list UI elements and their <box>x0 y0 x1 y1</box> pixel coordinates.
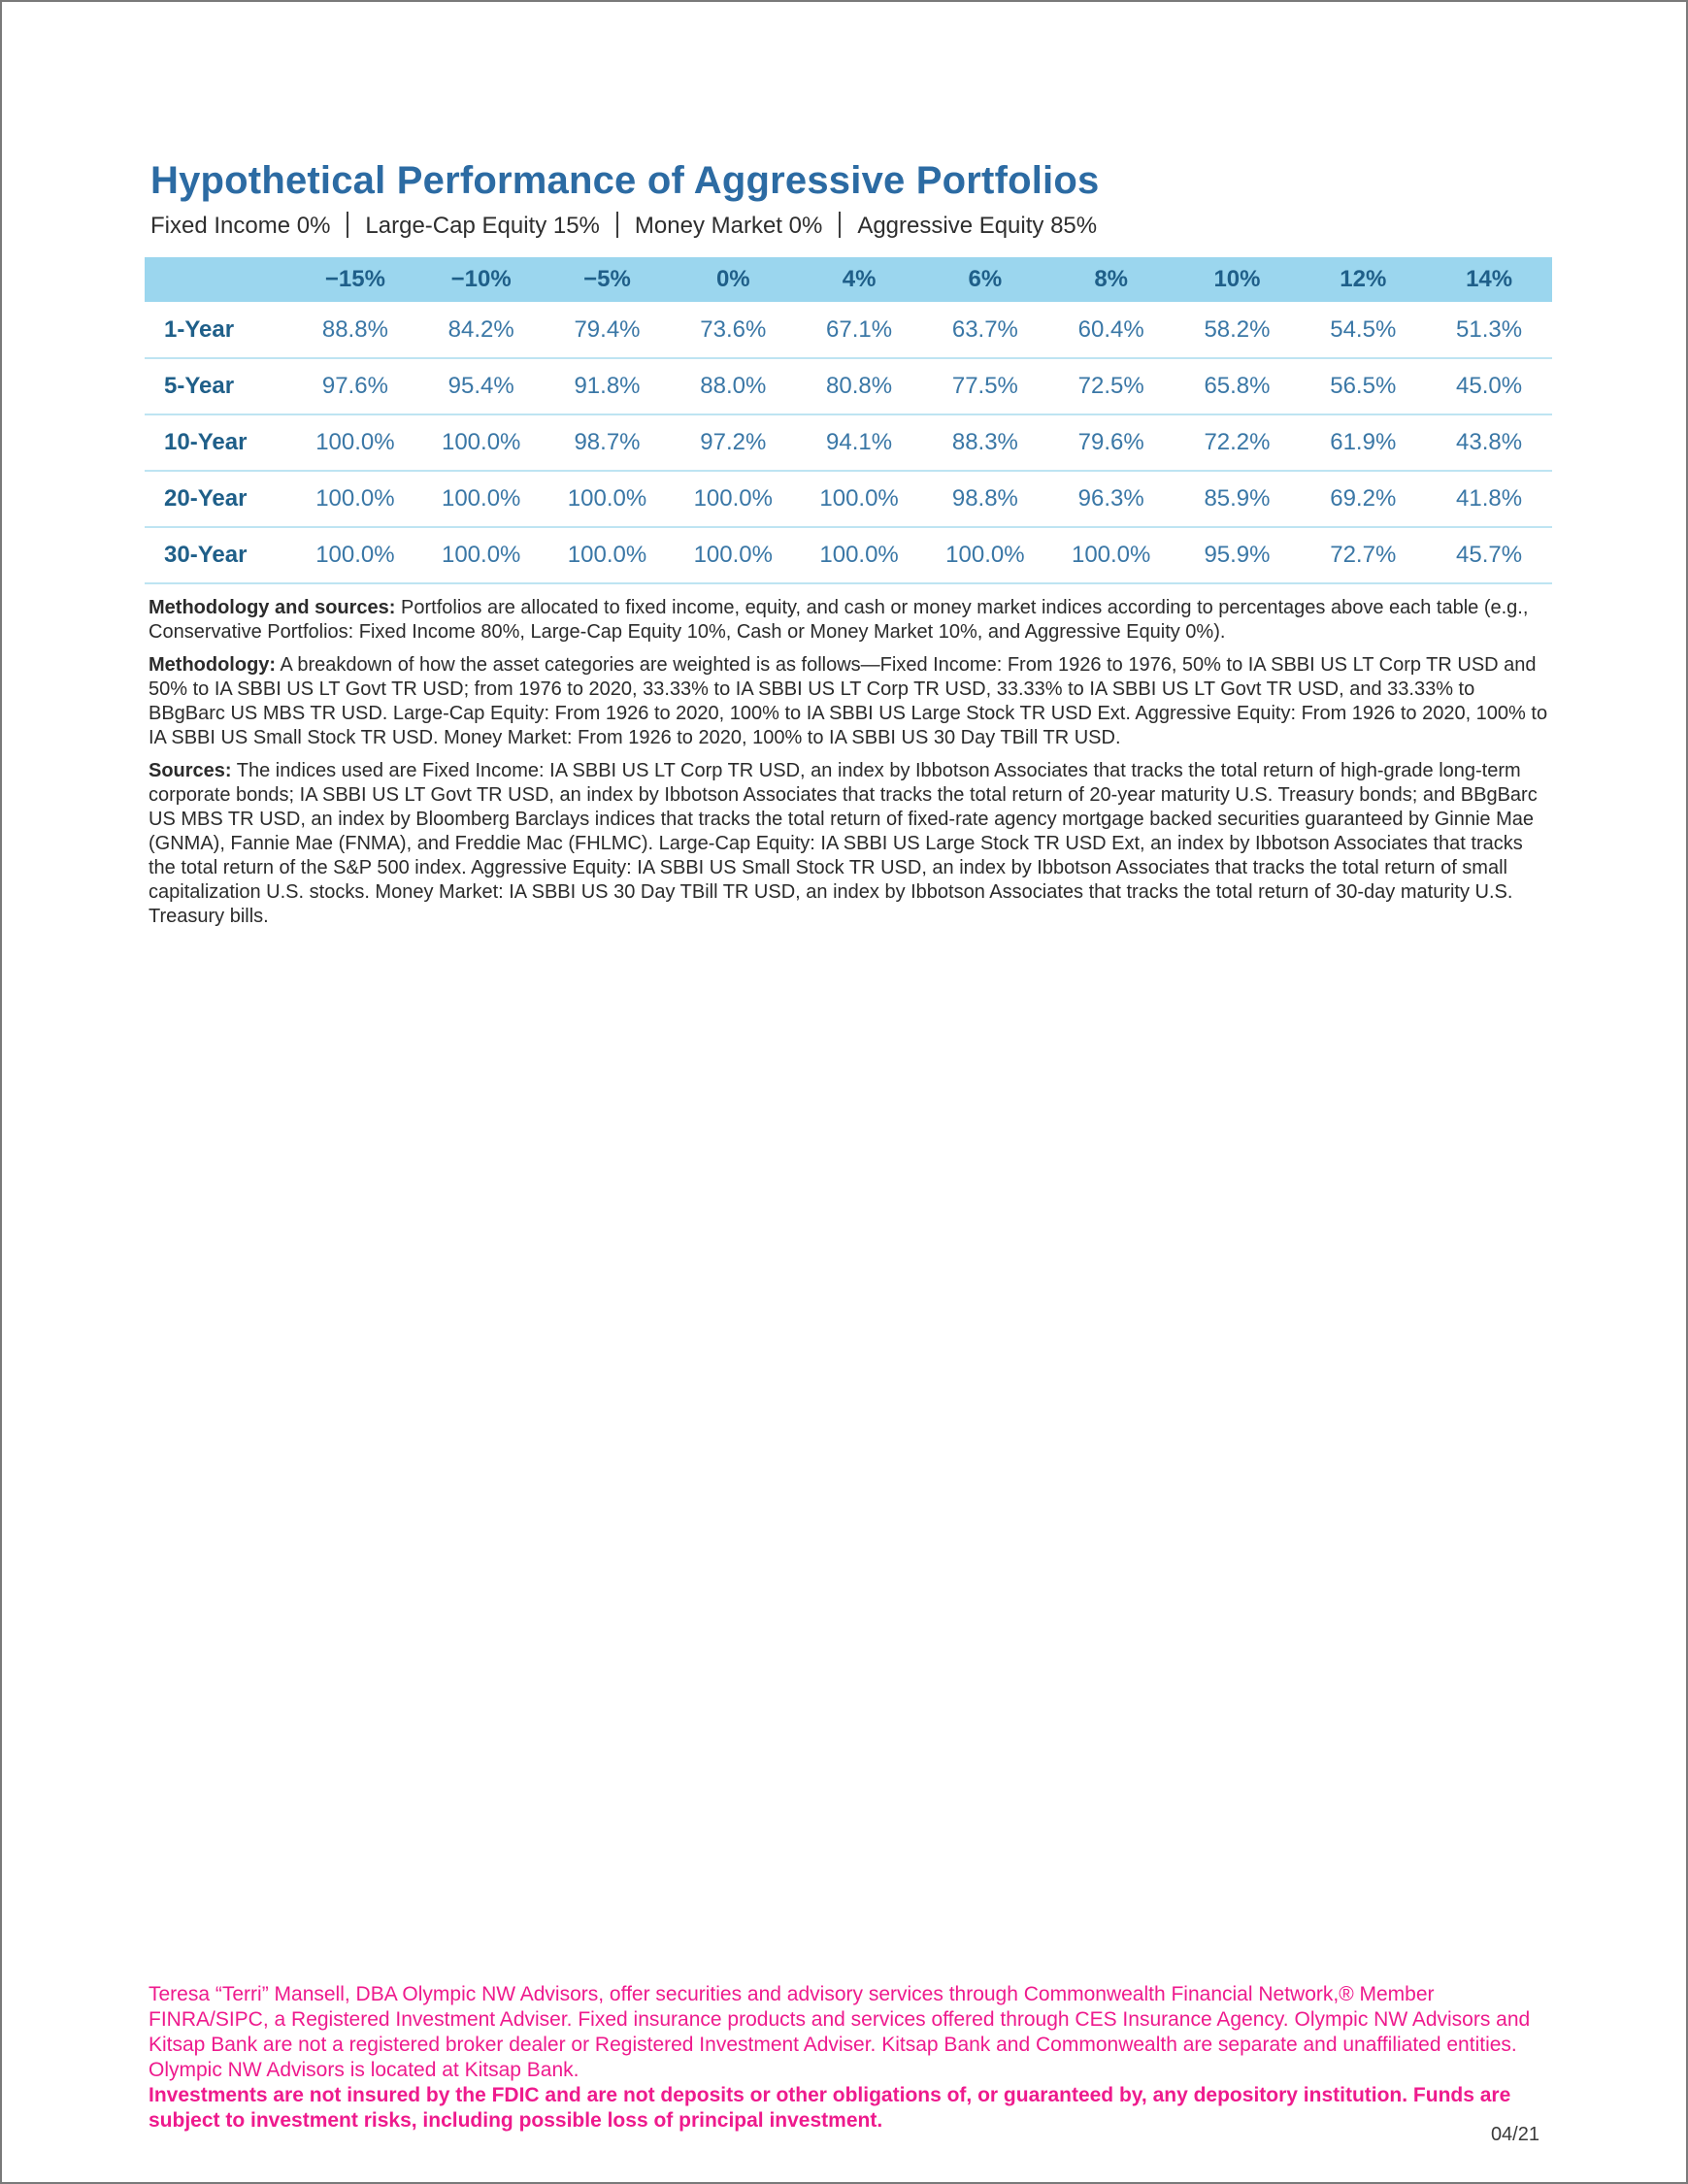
column-header: −10% <box>418 257 545 302</box>
allocation-item: Large-Cap Equity 15% <box>365 213 600 239</box>
value-cell: 100.0% <box>693 542 773 568</box>
note-label: Methodology and sources: <box>149 597 396 618</box>
column-header: −15% <box>292 257 418 302</box>
value-cell: 72.5% <box>1077 373 1144 399</box>
value-cell: 79.4% <box>574 315 641 343</box>
value-cell: 100.0% <box>1071 542 1151 568</box>
value-cell: 100.0% <box>315 429 395 455</box>
value-cell: 63.7% <box>951 315 1018 343</box>
table-body <box>145 302 1552 583</box>
value-cell: 72.2% <box>1204 429 1271 455</box>
note-text: A breakdown of how the asset categories are weighted is as follows—Fixed Income: From 1926 to 1976, 50% to IA SBBI US LT Corp TR USD and 50% to IA SBBI US LT Govt TR USD; from 1976 to 2020, 33.33% to IA SBBI US LT Corp TR USD, 33.33% to IA SBBI US LT Govt TR USD, and 33.33% to BBgBarc US MBS TR USD. Large-Cap Equity: From 1926 to 2020, 100% to IA SBBI US Large Stock TR USD Ext. Aggressive Equity: From 1926 to 2020, 100% to IA SBBI US Small Stock TR USD. Money Market: From 1926 to 2020, 100% to IA SBBI US 30 Day TBill TR USD. <box>149 654 1548 748</box>
value-cell: 60.4% <box>1077 315 1144 343</box>
value-cell: 100.0% <box>567 485 647 512</box>
value-cell: 72.7% <box>1330 542 1397 568</box>
separator-bar <box>347 212 348 238</box>
value-cell: 98.8% <box>951 485 1018 512</box>
value-cell: 100.0% <box>441 429 521 455</box>
value-cell: 45.7% <box>1456 542 1523 568</box>
allocation-item: Fixed Income 0% <box>150 213 331 239</box>
value-cell: 100.0% <box>819 542 899 568</box>
disclosure-text: Teresa “Terri” Mansell, DBA Olympic NW Advisors, offer securities and advisory services through Commonwealth Financial Network,® Member FINRA/SIPC, a Registered Investment Adviser. Fixed insurance products and services offered through CES Insurance Agency. Olympic NW Advisors and Kitsap Bank are not a registered broker dealer or Registered Investment Adviser. Kitsap Bank and Commonwealth are separate and unaffiliated entities. Olympic NW Advisors is located at Kitsap Bank. <box>149 1983 1531 2081</box>
value-cell: 67.1% <box>826 315 893 343</box>
value-cell: 100.0% <box>315 485 395 512</box>
value-cell: 100.0% <box>441 485 521 512</box>
value-cell: 61.9% <box>1330 429 1397 455</box>
value-cell: 79.6% <box>1077 429 1144 455</box>
value-cell: 96.3% <box>1077 485 1144 512</box>
row-label: 30-Year <box>164 542 248 568</box>
page-number: 04/21 <box>1490 2124 1539 2145</box>
separator-bar <box>616 212 618 238</box>
note-label: Sources: <box>149 760 232 781</box>
value-cell: 95.4% <box>447 373 514 399</box>
value-cell: 51.3% <box>1456 315 1523 343</box>
value-cell: 100.0% <box>441 542 521 568</box>
table-row <box>145 358 1552 414</box>
allocation-item: Aggressive Equity 85% <box>857 213 1098 239</box>
note-sources <box>149 759 1549 929</box>
column-header: 6% <box>922 257 1048 302</box>
value-cell: 65.8% <box>1204 373 1271 399</box>
column-header: 10% <box>1175 257 1301 302</box>
value-cell: 97.6% <box>321 373 388 399</box>
value-cell: 97.2% <box>700 429 767 455</box>
value-cell: 84.2% <box>447 315 514 343</box>
row-label: 1-Year <box>164 315 235 343</box>
row-label: 5-Year <box>164 373 235 399</box>
value-cell: 88.8% <box>321 315 388 343</box>
separator-bar <box>839 212 841 238</box>
page-title: Hypothetical Performance of Aggressive Portfolios <box>150 159 1100 202</box>
column-header: 4% <box>796 257 922 302</box>
value-cell: 100.0% <box>819 485 899 512</box>
column-header: 8% <box>1048 257 1175 302</box>
value-cell: 98.7% <box>574 429 641 455</box>
table-row <box>145 471 1552 527</box>
note-label: Methodology: <box>149 654 277 676</box>
fdic-warning-text: Investments are not insured by the FDIC and are not deposits or other obligations of, or guaranteed by, any depository institution. Funds are subject to investment risks, including possible loss of principal investment. <box>149 2084 1511 2132</box>
column-header: 12% <box>1300 257 1426 302</box>
value-cell: 100.0% <box>567 542 647 568</box>
performance-table <box>145 257 1552 584</box>
value-cell: 80.8% <box>826 373 893 399</box>
value-cell: 69.2% <box>1330 485 1397 512</box>
value-cell: 91.8% <box>574 373 641 399</box>
value-cell: 77.5% <box>951 373 1018 399</box>
value-cell: 100.0% <box>693 485 773 512</box>
corner-cell <box>145 257 292 302</box>
note-methodology-and-sources <box>149 596 1549 645</box>
value-cell: 73.6% <box>700 315 767 343</box>
value-cell: 85.9% <box>1204 485 1271 512</box>
value-cell: 100.0% <box>945 542 1025 568</box>
table-row <box>145 527 1552 583</box>
value-cell: 56.5% <box>1330 373 1397 399</box>
value-cell: 45.0% <box>1456 373 1523 399</box>
compliance-footer <box>149 1982 1549 2134</box>
row-label: 20-Year <box>164 485 248 512</box>
note-text: Portfolios are allocated to fixed income, equity, and cash or money market indices according to percentages above each table (e.g., Conservative Portfolios: Fixed Income 80%, Large-Cap Equity 10%, Cash or Money Market 10%, and Aggressive Equity 0%). <box>149 597 1529 643</box>
allocation-summary <box>150 212 1097 240</box>
allocation-item: Money Market 0% <box>634 213 823 239</box>
value-cell: 88.0% <box>700 373 767 399</box>
column-header: −5% <box>545 257 671 302</box>
column-header: 0% <box>670 257 796 302</box>
value-cell: 54.5% <box>1330 315 1397 343</box>
value-cell: 88.3% <box>951 429 1018 455</box>
note-text: The indices used are Fixed Income: IA SBBI US LT Corp TR USD, an index by Ibbotson Associates that tracks the total return of high-grade long-term corporate bonds; IA SBBI US LT Govt TR USD, an index by Ibbotson Associates that tracks the total return of 20-year maturity U.S. Treasury bonds; and BBgBarc US MBS TR USD, an index by Bloomberg Barclays indices that tracks the total return of fixed-rate agency mortgage backed securities guaranteed by Ginnie Mae (GNMA), Fannie Mae (FNMA), and Freddie Mac (FHLMC). Large-Cap Equity: IA SBBI US Large Stock TR USD Ext, an index by Ibbotson Associates that tracks the total return of the S&P 500 index. Aggressive Equity: IA SBBI US Small Stock TR USD, an index by Ibbotson Associates that tracks the total return of small capitalization U.S. stocks. Money Market: IA SBBI US 30 Day TBill TR USD, an index by Ibbotson Associates that tracks the total return of 30-day maturity U.S. Treasury bills. <box>149 760 1538 927</box>
value-cell: 94.1% <box>826 429 893 455</box>
table-header-row <box>145 257 1552 302</box>
column-header: 14% <box>1426 257 1552 302</box>
value-cell: 95.9% <box>1204 542 1271 568</box>
value-cell: 58.2% <box>1204 315 1271 343</box>
table-row <box>145 302 1552 358</box>
methodology-notes <box>149 596 1549 938</box>
note-methodology <box>149 653 1549 750</box>
value-cell: 41.8% <box>1456 485 1523 512</box>
value-cell: 100.0% <box>315 542 395 568</box>
table-row <box>145 414 1552 471</box>
value-cell: 43.8% <box>1456 429 1523 455</box>
row-label: 10-Year <box>164 429 248 455</box>
